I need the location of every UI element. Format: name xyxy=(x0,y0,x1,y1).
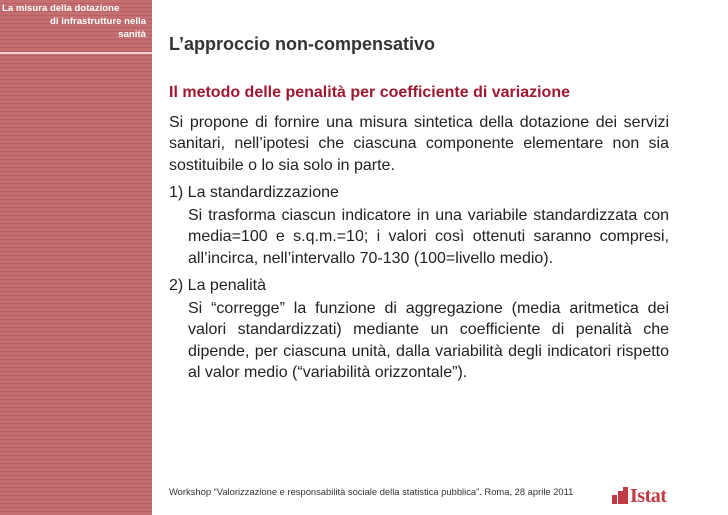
sidebar-title-line: di infrastrutture nella xyxy=(50,16,146,27)
sidebar-title xyxy=(0,2,146,41)
logo-text: Istat xyxy=(630,485,667,507)
item-body-standardization: Si trasforma ciascun indicatore in una variabile standardizzata con media=100 e s.q.m.=10; i valori così ottenuti saranno compresi, all’incirca, nell’intervallo 70-130 (100=livello medio). xyxy=(188,206,669,267)
item-label-standardization: 1) La standardizzazione xyxy=(169,184,339,201)
logo-bars-icon xyxy=(612,487,628,504)
slide-content xyxy=(169,82,669,390)
intro-paragraph: Si propone di fornire una misura sintetica della dotazione dei servizi sanitari, nell’ipotesi che ciascuna componente elementare non sia sostituibile o lo sia solo in parte. xyxy=(169,113,669,174)
item-label-penalty: 2) La penalità xyxy=(169,277,266,294)
istat-logo xyxy=(612,486,674,506)
sidebar xyxy=(0,0,152,515)
section-heading: Il metodo delle penalità per coefficiente di variazione xyxy=(169,84,570,101)
item-body-penalty: Si “corregge” la funzione di aggregazione (media aritmetica dei valori standardizzati) mediante un coefficiente di penalità che dipende, per ciascuna unità, dalla variabilità degli indicatori rispetto al valor medio (“variabilità orizzontale”). xyxy=(188,299,669,381)
slide-title: L’approccio non-compensativo xyxy=(169,34,436,54)
sidebar-title-line: La misura della dotazione xyxy=(2,3,120,14)
sidebar-title-line: sanità xyxy=(118,29,146,40)
footer-text: Workshop “Valorizzazione e responsabilità sociale della statistica pubblica”. Roma, 28 aprile 2011 xyxy=(169,486,574,497)
sidebar-divider xyxy=(0,52,152,54)
